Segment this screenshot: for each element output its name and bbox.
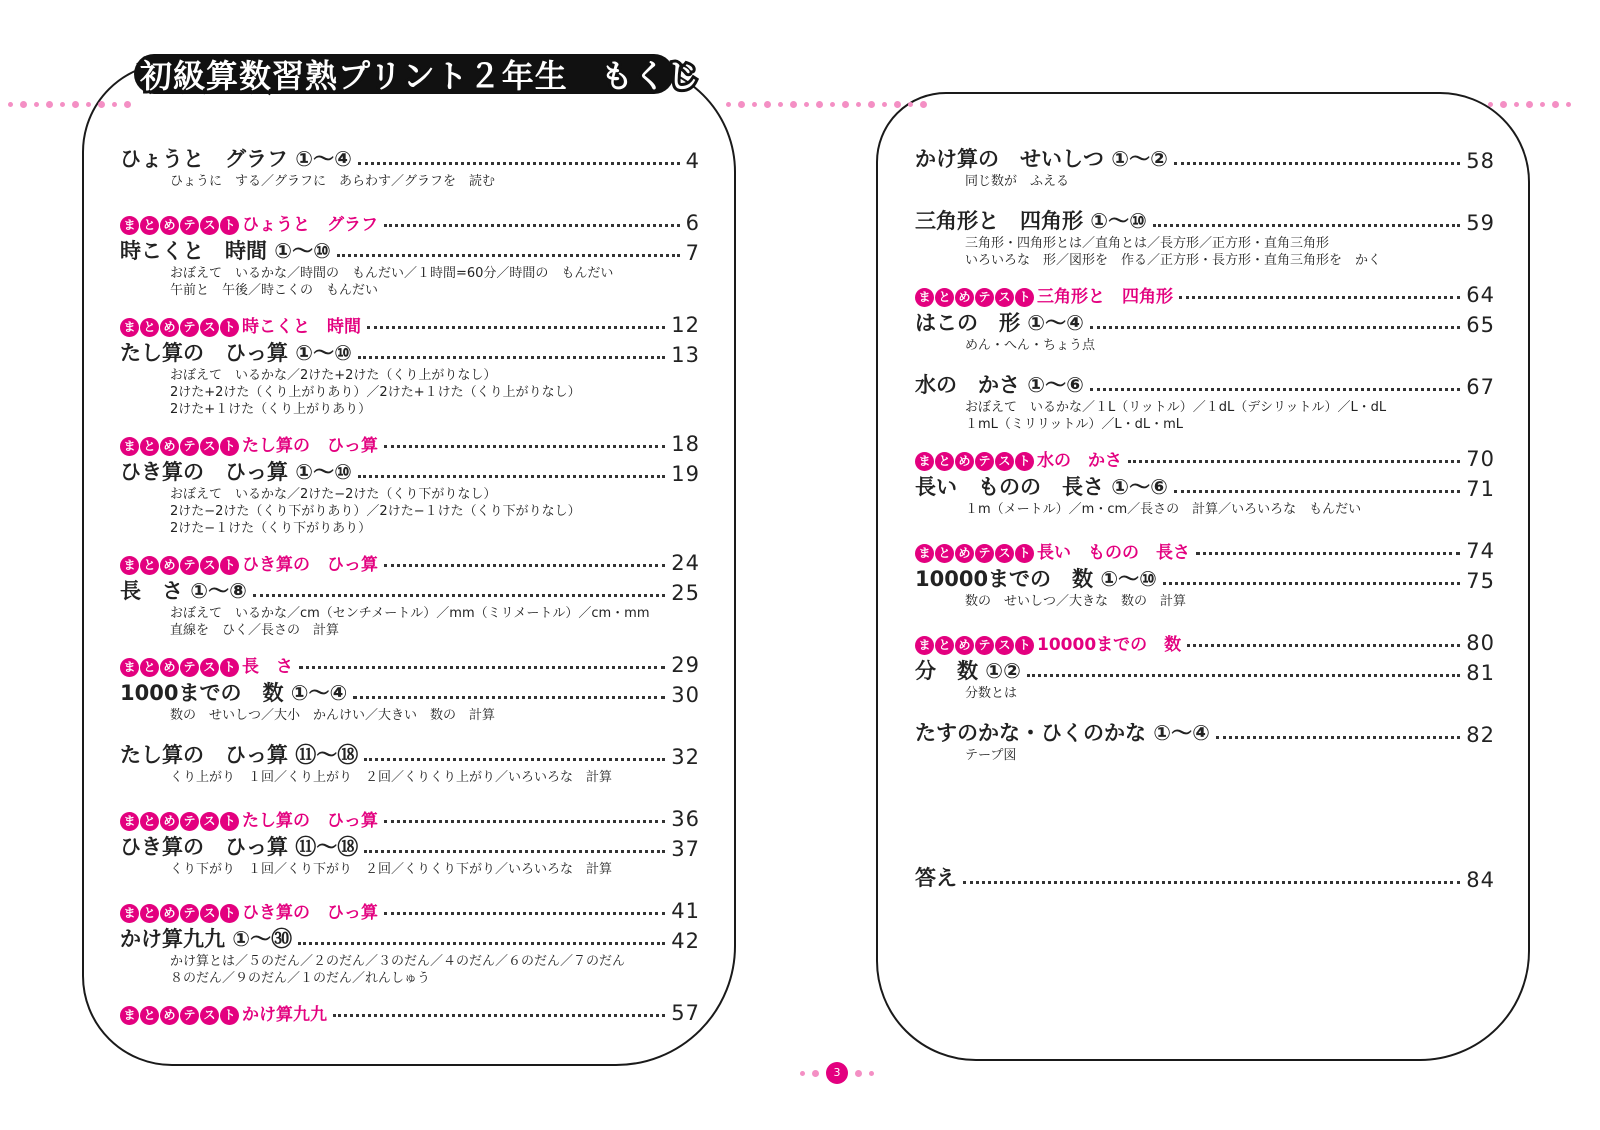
- entry-subtopics: くり下がり １回／くり下がり ２回／くりくり下がり／いろいろな 計算: [170, 862, 613, 877]
- badge-char: と: [140, 658, 159, 677]
- test-entry: [120, 649, 700, 677]
- entry-label: ひき算の ひっ算 ⑪〜⑱: [120, 835, 359, 859]
- badge-char: と: [140, 216, 159, 235]
- entry-row: [915, 309, 1495, 337]
- entry-subtopics: めん・へん・ちょう点: [965, 338, 1096, 353]
- dotted-leader: [364, 758, 665, 761]
- badge-char: ト: [220, 318, 239, 337]
- entry-subtopics: 2けた−１けた（くり下がりあり）: [170, 521, 372, 536]
- badge-char: ス: [995, 544, 1014, 563]
- badge-char: ト: [220, 904, 239, 923]
- entry-page-number: 25: [671, 581, 700, 605]
- entry-row: [120, 237, 700, 265]
- entry-label: 時こくと 時間: [242, 317, 361, 337]
- badge-char: テ: [180, 437, 199, 456]
- badge-char: め: [160, 216, 179, 235]
- badge-char: ス: [995, 288, 1014, 307]
- matome-test-badge: [915, 288, 1034, 307]
- badge-char: ト: [1015, 452, 1034, 471]
- entry-row: [120, 679, 700, 707]
- badge-char: め: [955, 636, 974, 655]
- dotted-leader: [299, 666, 665, 669]
- dotted-leader: [364, 850, 665, 853]
- matome-test-badge: [915, 636, 1034, 655]
- dotted-leader: [1174, 162, 1460, 165]
- entry-page-number: 42: [671, 929, 700, 953]
- entry-subtopics: 2けた+2けた（くり上がりあり）／2けた+１けた（くり上がりなし）: [170, 385, 581, 400]
- dotted-leader: [963, 881, 1460, 884]
- entry-label: たし算の ひっ算 ①〜⑩: [120, 341, 352, 365]
- badge-char: ス: [200, 556, 219, 575]
- badge-char: ス: [200, 812, 219, 831]
- entry-row: [120, 741, 700, 769]
- badge-char: め: [160, 318, 179, 337]
- entry-page-number: 30: [671, 683, 700, 707]
- chapter-entry: [915, 565, 1495, 610]
- entry-label: かけ算九九: [242, 1005, 327, 1025]
- entry-page-number: 24: [671, 551, 700, 575]
- matome-test-badge: [120, 904, 239, 923]
- entry-row: [915, 371, 1495, 399]
- entry-page-number: 59: [1466, 211, 1495, 235]
- entry-row: [120, 649, 700, 677]
- chapter-entry: [915, 309, 1495, 354]
- badge-char: ト: [220, 216, 239, 235]
- entry-subtopics: １mL（ミリリットル）／L・dL・mL: [965, 417, 1184, 432]
- entry-page-number: 64: [1466, 283, 1495, 307]
- entry-subtopics: 午前と 午後／時こくの もんだい: [170, 283, 379, 298]
- entry-page-number: 75: [1466, 569, 1495, 593]
- entry-label: ひき算の ひっ算: [242, 903, 378, 923]
- matome-test-badge: [120, 1006, 239, 1025]
- chapter-entry: [915, 473, 1495, 518]
- badge-char: テ: [180, 1006, 199, 1025]
- chapter-entry: [915, 371, 1495, 433]
- dotted-leader: [1216, 736, 1460, 739]
- dotted-leader: [298, 942, 665, 945]
- dotted-leader: [1163, 582, 1460, 585]
- entry-subtopics: くり上がり １回／くり上がり ２回／くりくり上がり／いろいろな 計算: [170, 770, 613, 785]
- entry-page-number: 80: [1466, 631, 1495, 655]
- entry-page-number: 57: [671, 1001, 700, 1025]
- chapter-entry: [915, 719, 1495, 764]
- badge-char: め: [160, 658, 179, 677]
- badge-char: と: [140, 1006, 159, 1025]
- badge-char: ま: [120, 812, 139, 831]
- entry-label: はこの 形 ①〜④: [915, 311, 1084, 335]
- entry-row: [120, 895, 700, 923]
- dotted-leader: [358, 356, 665, 359]
- badge-char: と: [140, 812, 159, 831]
- page-title: [140, 52, 700, 96]
- dotted-leader: [333, 1014, 665, 1017]
- entry-label: 三角形と 四角形 ①〜⑩: [915, 209, 1147, 233]
- chapter-entry: [120, 237, 700, 299]
- entry-page-number: 6: [685, 211, 700, 235]
- entry-page-number: 82: [1466, 723, 1495, 747]
- entry-page-number: 81: [1466, 661, 1495, 685]
- entry-row: [915, 565, 1495, 593]
- test-entry: [915, 535, 1495, 563]
- entry-page-number: 29: [671, 653, 700, 677]
- badge-char: ま: [120, 904, 139, 923]
- badge-char: ま: [120, 556, 139, 575]
- badge-char: テ: [975, 288, 994, 307]
- dotted-leader: [1153, 224, 1460, 227]
- badge-char: め: [955, 288, 974, 307]
- decorative-dots-center: [726, 97, 927, 111]
- badge-char: ス: [200, 1006, 219, 1025]
- entry-label: 水の かさ ①〜⑥: [915, 373, 1084, 397]
- entry-row: [120, 309, 700, 337]
- badge-char: ス: [200, 658, 219, 677]
- badge-char: ま: [915, 288, 934, 307]
- dotted-leader: [384, 445, 665, 448]
- entry-row: [120, 997, 700, 1025]
- entry-page-number: 41: [671, 899, 700, 923]
- badge-char: テ: [180, 658, 199, 677]
- entry-label: 1000までの 数 ①〜④: [120, 681, 348, 705]
- entry-subtopics: ８のだん／９のだん／１のだん／れんしゅう: [170, 971, 431, 986]
- badge-char: ト: [220, 658, 239, 677]
- dotted-leader: [384, 224, 680, 227]
- entry-label: 分 数 ①②: [915, 659, 1021, 683]
- test-entry: [915, 443, 1495, 471]
- entry-subtopics: おぼえて いるかな／2けた+2けた（くり上がりなし）: [170, 368, 497, 383]
- toc-left-column: [120, 145, 700, 1027]
- entry-page-number: 18: [671, 432, 700, 456]
- chapter-entry: [915, 207, 1495, 269]
- entry-page-number: 19: [671, 462, 700, 486]
- badge-char: ス: [200, 318, 219, 337]
- chapter-entry: [120, 833, 700, 878]
- chapter-entry: [120, 925, 700, 987]
- dotted-leader: [337, 254, 680, 257]
- badge-char: ま: [120, 216, 139, 235]
- entry-page-number: 7: [685, 241, 700, 265]
- matome-test-badge: [120, 437, 239, 456]
- entry-page-number: 70: [1466, 447, 1495, 471]
- entry-subtopics: 2けた−2けた（くり下がりあり）／2けた−１けた（くり下がりなし）: [170, 504, 581, 519]
- matome-test-badge: [915, 452, 1034, 471]
- badge-char: ス: [995, 636, 1014, 655]
- entry-row: [915, 719, 1495, 747]
- dotted-leader: [1128, 460, 1460, 463]
- dotted-leader: [1196, 552, 1460, 555]
- dotted-leader: [384, 820, 665, 823]
- entry-subtopics: 数の せいしつ／大小 かんけい／大きい 数の 計算: [170, 708, 496, 723]
- entry-page-number: 37: [671, 837, 700, 861]
- entry-label: 10000までの 数: [1037, 635, 1182, 655]
- entry-subtopics: 数の せいしつ／大きな 数の 計算: [965, 594, 1187, 609]
- badge-char: め: [160, 812, 179, 831]
- badge-char: ま: [915, 544, 934, 563]
- page-number-circle: 3: [826, 1062, 848, 1084]
- badge-char: ト: [220, 812, 239, 831]
- entry-label: 時こくと 時間 ①〜⑩: [120, 239, 331, 263]
- entry-subtopics: テープ図: [965, 748, 1017, 763]
- entry-page-number: 13: [671, 343, 700, 367]
- entry-row: [915, 443, 1495, 471]
- entry-row: [120, 547, 700, 575]
- entry-row: [915, 535, 1495, 563]
- entry-page-number: 84: [1466, 868, 1495, 892]
- test-entry: [120, 547, 700, 575]
- entry-page-number: 12: [671, 313, 700, 337]
- entry-label: 長い ものの 長さ: [1037, 543, 1190, 563]
- matome-test-badge: [915, 544, 1034, 563]
- page-number: [800, 1062, 874, 1084]
- entry-label: たし算の ひっ算 ⑪〜⑱: [120, 743, 359, 767]
- entry-row: [915, 473, 1495, 501]
- entry-page-number: 4: [685, 149, 700, 173]
- decorative-dots-right: [1488, 97, 1571, 111]
- badge-char: め: [160, 556, 179, 575]
- entry-subtopics: おぼえて いるかな／2けた−2けた（くり下がりなし）: [170, 487, 497, 502]
- badge-char: テ: [975, 544, 994, 563]
- badge-char: め: [955, 544, 974, 563]
- test-entry: [120, 803, 700, 831]
- decorative-dots-left: [8, 97, 131, 111]
- dotted-leader: [384, 564, 665, 567]
- badge-char: ト: [220, 1006, 239, 1025]
- entry-label: ひき算の ひっ算: [242, 555, 378, 575]
- answer-entry: [915, 864, 1495, 892]
- badge-char: ト: [220, 437, 239, 456]
- entry-label: 10000までの 数 ①〜⑩: [915, 567, 1157, 591]
- chapter-entry: [120, 577, 700, 639]
- chapter-entry: [120, 741, 700, 786]
- entry-subtopics: 直線を ひく／長さの 計算: [170, 623, 340, 638]
- entry-subtopics: 同じ数が ふえる: [965, 174, 1070, 189]
- entry-page-number: 71: [1466, 477, 1495, 501]
- badge-char: と: [935, 544, 954, 563]
- entry-label: 三角形と 四角形: [1037, 287, 1173, 307]
- matome-test-badge: [120, 812, 239, 831]
- badge-char: と: [935, 288, 954, 307]
- chapter-entry: [120, 458, 700, 537]
- test-entry: [915, 627, 1495, 655]
- entry-row: [120, 833, 700, 861]
- entry-subtopics: おぼえて いるかな／時間の もんだい／１時間=60分／時間の もんだい: [170, 266, 614, 281]
- dotted-leader: [1090, 388, 1460, 391]
- dotted-leader: [1027, 674, 1460, 677]
- test-entry: [120, 895, 700, 923]
- badge-char: ま: [915, 636, 934, 655]
- test-entry: [915, 279, 1495, 307]
- entry-row: [120, 207, 700, 235]
- entry-row: [120, 803, 700, 831]
- dotted-leader: [253, 594, 665, 597]
- test-entry: [120, 997, 700, 1025]
- badge-char: と: [140, 556, 159, 575]
- entry-subtopics: いろいろな 形／図形を 作る／正方形・長方形・直角三角形を かく: [965, 253, 1382, 268]
- badge-char: テ: [180, 318, 199, 337]
- badge-char: と: [935, 452, 954, 471]
- entry-subtopics: ひょうに する／グラフに あらわす／グラフを 読む: [170, 174, 496, 189]
- dotted-leader: [358, 162, 680, 165]
- chapter-entry: [915, 145, 1495, 190]
- entry-label: かけ算の せいしつ ①〜②: [915, 147, 1168, 171]
- dotted-leader: [1187, 644, 1460, 647]
- entry-row: [120, 145, 700, 173]
- entry-label: 長 さ ①〜⑧: [120, 579, 247, 603]
- entry-page-number: 67: [1466, 375, 1495, 399]
- entry-page-number: 32: [671, 745, 700, 769]
- entry-label: ひょうと グラフ ①〜④: [120, 147, 352, 171]
- badge-char: ま: [120, 437, 139, 456]
- badge-char: め: [160, 904, 179, 923]
- badge-char: ス: [200, 904, 219, 923]
- dotted-leader: [1090, 326, 1460, 329]
- badge-char: テ: [180, 216, 199, 235]
- badge-char: テ: [975, 636, 994, 655]
- dotted-leader: [384, 912, 665, 915]
- badge-char: テ: [180, 812, 199, 831]
- badge-char: ス: [995, 452, 1014, 471]
- entry-page-number: 36: [671, 807, 700, 831]
- badge-char: テ: [975, 452, 994, 471]
- badge-char: ま: [120, 1006, 139, 1025]
- entry-subtopics: 三角形・四角形とは／直角とは／長方形／正方形・直角三角形: [965, 236, 1330, 251]
- entry-subtopics: おぼえて いるかな／１L（リットル）／１dL（デシリットル）／L・dL: [965, 400, 1387, 415]
- page-title-text: 初級算数習熟プリント２年生 もくじ: [140, 57, 700, 95]
- test-entry: [120, 309, 700, 337]
- entry-subtopics: １m（メートル）／m・cm／長さの 計算／いろいろな もんだい: [965, 502, 1362, 517]
- entry-label: 答え: [915, 866, 957, 890]
- badge-char: ス: [200, 437, 219, 456]
- entry-row: [915, 207, 1495, 235]
- entry-page-number: 65: [1466, 313, 1495, 337]
- entry-row: [120, 577, 700, 605]
- dotted-leader: [353, 696, 665, 699]
- badge-char: め: [160, 1006, 179, 1025]
- dotted-leader: [358, 475, 665, 478]
- entry-subtopics: おぼえて いるかな／cm（センチメートル）／mm（ミリメートル）／cm・mm: [170, 606, 650, 621]
- dotted-leader: [367, 326, 665, 329]
- entry-row: [915, 279, 1495, 307]
- badge-char: テ: [180, 556, 199, 575]
- entry-page-number: 58: [1466, 149, 1495, 173]
- badge-char: め: [160, 437, 179, 456]
- entry-subtopics: 分数とは: [965, 686, 1018, 701]
- badge-char: と: [140, 318, 159, 337]
- entry-page-number: 74: [1466, 539, 1495, 563]
- entry-row: [915, 627, 1495, 655]
- chapter-entry: [120, 339, 700, 418]
- badge-char: ト: [1015, 544, 1034, 563]
- badge-char: め: [955, 452, 974, 471]
- test-entry: [120, 207, 700, 235]
- matome-test-badge: [120, 216, 239, 235]
- badge-char: ト: [220, 556, 239, 575]
- matome-test-badge: [120, 556, 239, 575]
- entry-label: かけ算九九 ①〜㉚: [120, 927, 293, 951]
- entry-label: ひょうと グラフ: [242, 215, 378, 235]
- badge-char: ま: [120, 658, 139, 677]
- entry-row: [120, 339, 700, 367]
- entry-subtopics: 2けた+１けた（くり上がりあり）: [170, 402, 372, 417]
- toc-right-column: [915, 145, 1495, 892]
- matome-test-badge: [120, 318, 239, 337]
- matome-test-badge: [120, 658, 239, 677]
- badge-char: と: [140, 904, 159, 923]
- entry-row: [120, 458, 700, 486]
- entry-label: 長 さ: [242, 657, 293, 677]
- entry-label: たし算の ひっ算: [242, 436, 378, 456]
- chapter-entry: [120, 679, 700, 724]
- dotted-leader: [1179, 296, 1460, 299]
- dotted-leader: [1174, 490, 1460, 493]
- badge-char: と: [140, 437, 159, 456]
- entry-subtopics: かけ算とは／５のだん／２のだん／３のだん／４のだん／６のだん／７のだん: [170, 954, 626, 969]
- entry-row: [915, 657, 1495, 685]
- entry-row: [120, 925, 700, 953]
- entry-row: [915, 864, 1495, 892]
- entry-label: たすのかな・ひくのかな ①〜④: [915, 721, 1210, 745]
- entry-row: [120, 428, 700, 456]
- badge-char: ス: [200, 216, 219, 235]
- entry-label: 長い ものの 長さ ①〜⑥: [915, 475, 1168, 499]
- badge-char: ト: [1015, 636, 1034, 655]
- chapter-entry: [915, 657, 1495, 702]
- test-entry: [120, 428, 700, 456]
- chapter-entry: [120, 145, 700, 190]
- badge-char: と: [935, 636, 954, 655]
- badge-char: ま: [120, 318, 139, 337]
- entry-row: [915, 145, 1495, 173]
- badge-char: ま: [915, 452, 934, 471]
- entry-label: たし算の ひっ算: [242, 811, 378, 831]
- badge-char: ト: [1015, 288, 1034, 307]
- entry-label: 水の かさ: [1037, 451, 1122, 471]
- badge-char: テ: [180, 904, 199, 923]
- entry-label: ひき算の ひっ算 ①〜⑩: [120, 460, 352, 484]
